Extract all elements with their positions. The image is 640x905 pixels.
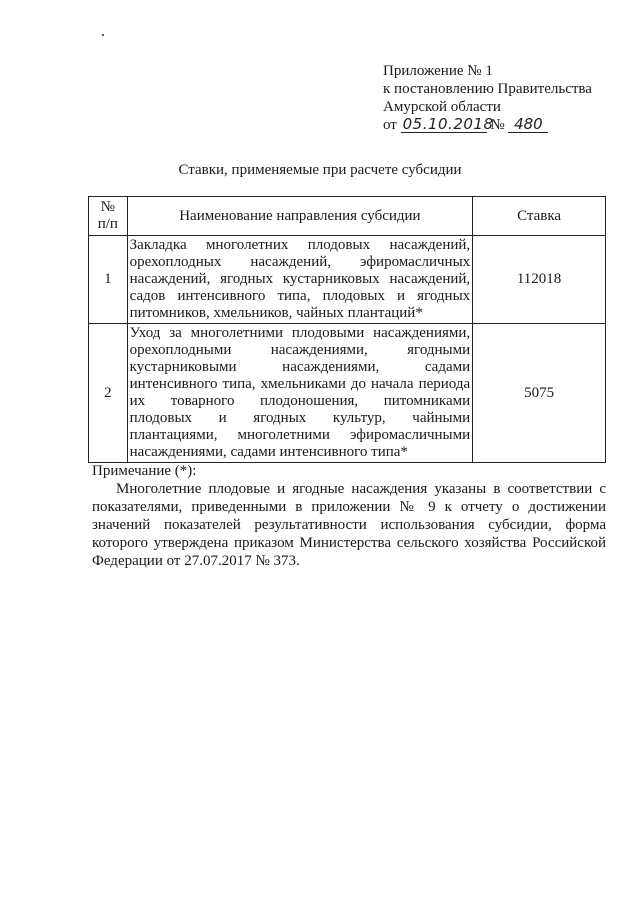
row-num: 1 (89, 236, 128, 324)
table-row (89, 236, 606, 324)
footnote-label: Примечание (*): (92, 463, 197, 479)
appendix-region-line: Амурской области (383, 99, 501, 115)
appendix-header (383, 62, 592, 134)
appendix-title: Приложение № 1 (383, 63, 493, 79)
header-num (89, 197, 128, 236)
handwritten-number: 480 (508, 117, 548, 133)
table-header-row (89, 197, 606, 236)
appendix-resolution-line: к постановлению Правительства (383, 81, 592, 97)
footnote (92, 462, 606, 570)
header-num-label: № п/п (97, 199, 118, 232)
header-rate: Ставка (473, 197, 606, 236)
row-rate: 5075 (473, 324, 606, 463)
appendix-date-number-line (383, 116, 592, 134)
row-num: 2 (89, 324, 128, 463)
handwritten-date: 05.10.2018 (402, 115, 494, 133)
document-title: Ставки, применяемые при расчете субсидии (178, 162, 462, 178)
scan-dot (102, 34, 104, 36)
row-rate: 112018 (473, 236, 606, 324)
header-name: Наименование направления субсидии (127, 197, 473, 236)
number-label: № (490, 117, 505, 133)
rates-table (88, 196, 606, 463)
row-name: Закладка многолетних плодовых насаждений, орехоплодных насаждений, эфиромасличных насаждений, ягодных кустарниковых насаждений, садов интенсивного типа, плодовых и ягодных питомников, хмельников, чайных плантаций* (127, 236, 473, 324)
footnote-text: Многолетние плодовые и ягодные насаждения указаны в соответствии с показателями, приведенными в приложении № 9 к отчету о достижении значений показателей результативности использования субсидии, форма которого утверждена приказом Министерства сельского хозяйства Российской Федерации от 27.07.2017 № 373. (92, 481, 606, 569)
from-label: от (383, 117, 397, 133)
row-name: Уход за многолетними плодовыми насаждениями, орехоплодными насаждениями, ягодными кустарниковыми насаждениями, садами интенсивного типа, хмельниками до начала периода их товарного плодоношения, питомниками плодовых и ягодных культур, чайными плантациями, многолетними эфиромасличными насаждениями, садами интенсивного типа* (127, 324, 473, 463)
table-row (89, 324, 606, 463)
